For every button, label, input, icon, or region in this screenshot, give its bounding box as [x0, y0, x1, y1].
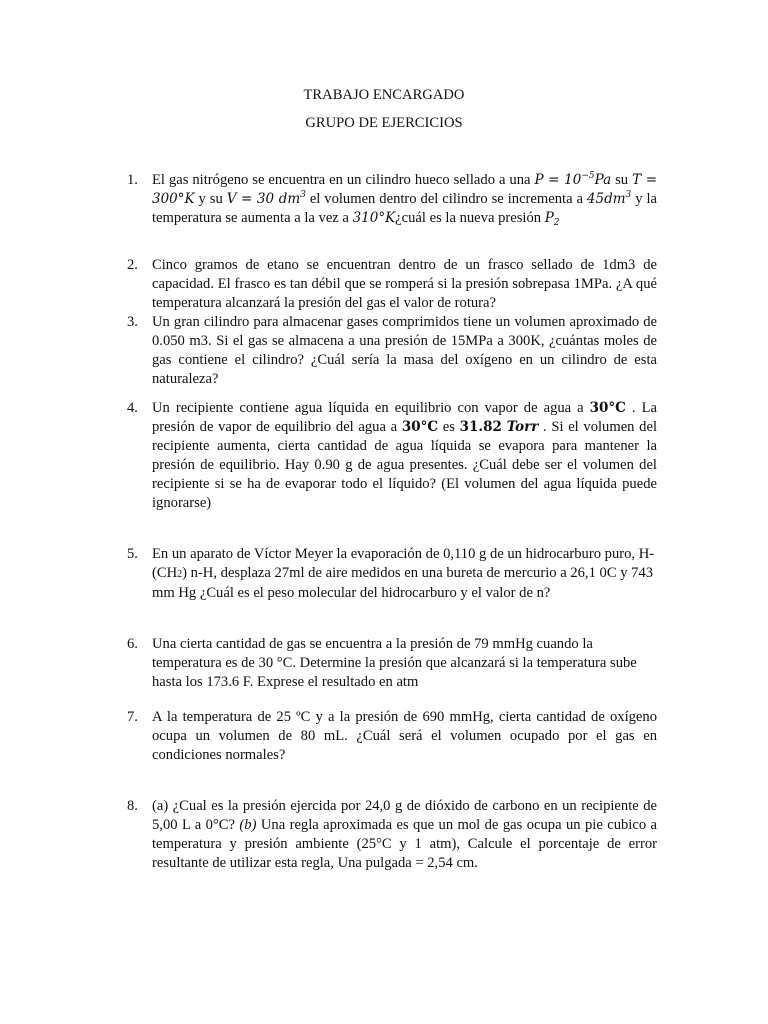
problem-number: 1. [127, 172, 138, 188]
document-title: TRABAJO ENCARGADO [303, 87, 465, 103]
problem-text: En un aparato de Víctor Meyer la evaporación de 0,110 g de un hidrocarburo puro, H-(CH2) n-H, desplaza 27ml de aire medidos en una bureta de mercurio a 26,1 0C y 743 mm Hg ¿Cuál es el peso molecular del hidrocarburo y el valor de n? [152, 546, 655, 601]
problem-number: 8. [127, 798, 138, 814]
problem-number: 2. [127, 257, 138, 273]
math-temperature: 30°C [589, 400, 626, 416]
math-temperature: T = 300°K [152, 172, 658, 207]
math-pressure-unit: Torr [506, 419, 539, 435]
problem-number: 6. [127, 636, 138, 652]
math-temperature-2: 310°K [352, 210, 396, 226]
problem-text: A la temperatura de 25 ºC y a la presión de 690 mmHg, cierta cantidad de oxígeno ocupa un volumen de 80 mL. ¿Cuál será el volumen ocupado por el gas en condiciones normales? [152, 709, 657, 763]
math-volume: V = 30 $dm^3$ [226, 190, 306, 207]
document-subtitle: GRUPO DE EJERCICIOS [305, 115, 463, 131]
problem-text: El gas nitrógeno se encuentra en un cilindro hueco sellado a una $P = 10^{-5}Pa$ su T = 300°K y su V = 30 $dm^3$ el volumen dentro del cilindro se incrementa a $45dm^3$ y la temperatura se aumenta a la vez a 310°K¿cuál es la nueva presión $P_2$ [152, 171, 658, 228]
problem-text: (a) ¿Cual es la presión ejercida por 24,0 g de dióxido de carbono en un recipiente de 5,00 L a 0°C? (b) Una regla aproximada es que un mol de gas ocupa un pie cubico a temperatura y presión ambiente (25°C y 1 atm), Calcule el porcentaje de error resultante de utilizar esta regla, Una pulgada = 2,54 cm. [152, 798, 658, 871]
math-temperature-2: 30°C [401, 419, 439, 435]
problem-number: 4. [127, 400, 138, 416]
math-volume-2: $45dm^3$ [586, 190, 632, 207]
problem-number: 5. [127, 546, 138, 562]
problem-number: 7. [127, 709, 138, 725]
document-header [0, 86, 768, 133]
problem-text: Cinco gramos de etano se encuentran dentro de un frasco sellado de 1dm3 de capacidad. El frasco es tan débil que se romperá si la presión sobrepasa 1MPa. ¿A qué temperatura alcanzará la presión del gas el valor de rotura? [152, 257, 657, 311]
math-pressure: $P = 10^{-5}Pa$ [534, 171, 612, 188]
math-pressure-2: $P_2$ [544, 210, 560, 228]
problem-text: Un gran cilindro para almacenar gases comprimidos tiene un volumen aproximado de 0.050 m3. Si el gas se almacena a una presión de 15MPa a 300K, ¿cuántas moles de gas contiene el cilindro? ¿Cuál sería la masa del oxígeno en un cilindro de esta naturaleza? [152, 314, 657, 387]
problem-text: Un recipiente contiene agua líquida en equilibrio con vapor de agua a 30°C . La presión de vapor de equilibrio del agua a 30°C es 31.82 Torr . Si el volumen del recipiente aumenta, cierta cantidad de agua líquida se evapora para mantener la presión de equilibrio. Hay 0.90 g de agua presentes. ¿Cuál debe ser el volumen del recipiente si se ha de evaporar todo el líquido? (El volumen del agua líquida puede ignorarse) [152, 400, 657, 511]
math-vapor-pressure: 31.82 [459, 419, 502, 435]
part-b-label: (b) [239, 817, 257, 833]
problem-number: 3. [127, 314, 138, 330]
problem-text: Una cierta cantidad de gas se encuentra a la presión de 79 mmHg cuando la temperatura es de 30 °C. Determine la presión que alcanzará si la temperatura sube hasta los 173.6 F. Exprese el resultado en atm [152, 636, 637, 690]
